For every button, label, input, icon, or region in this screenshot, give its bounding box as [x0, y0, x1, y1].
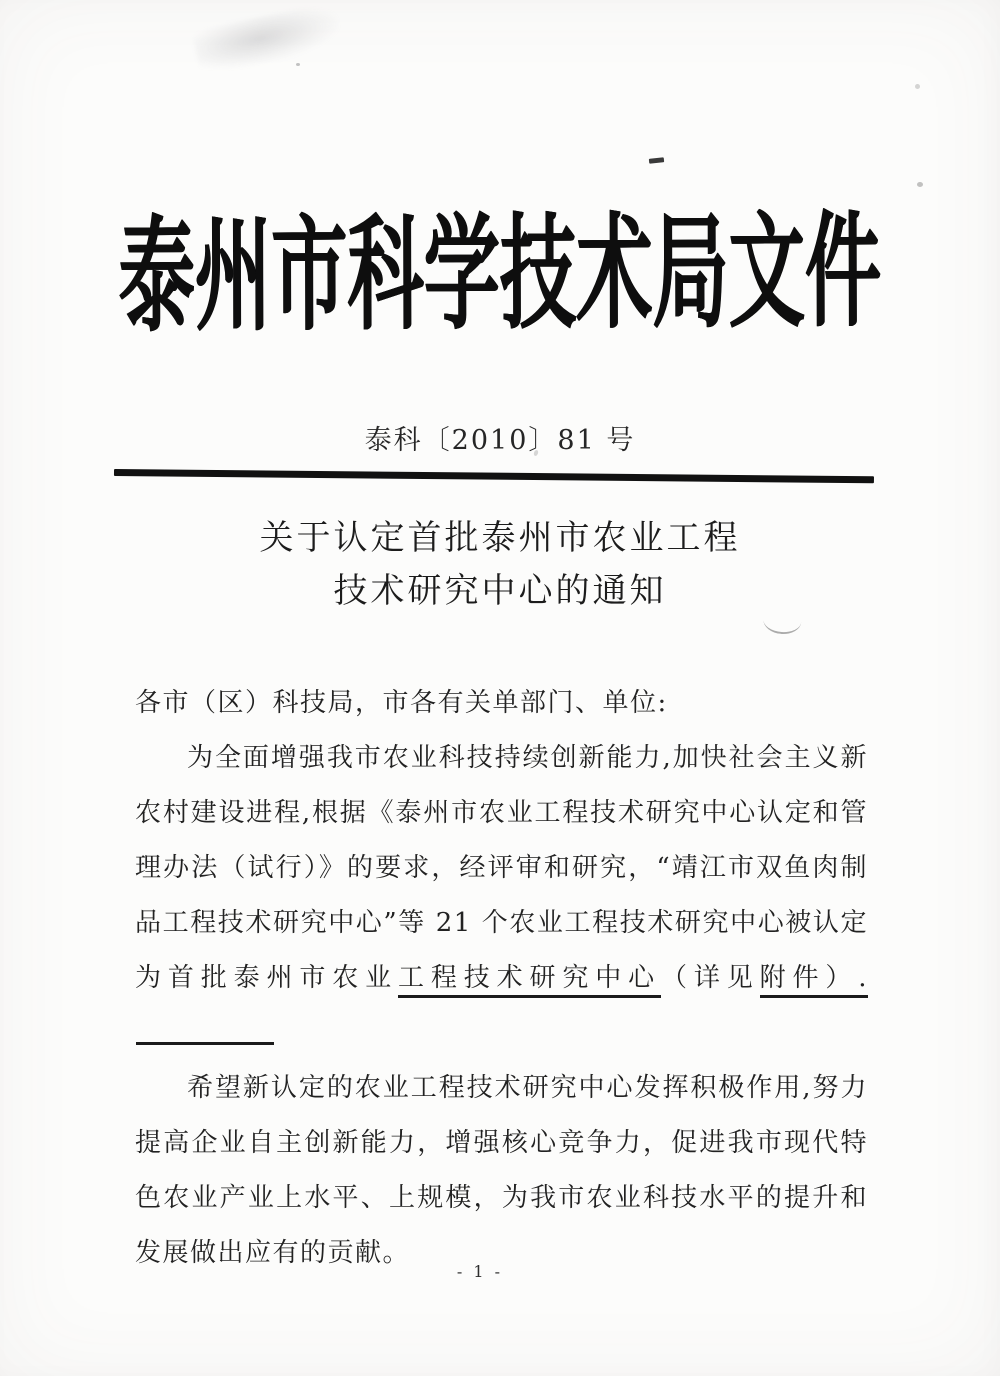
para1-text: 为全面增强我市农业科技持续创新能力,加快社会主义新农村建设进程,根据《泰州市农业工程技术研究中心认定和管理办法（试行）》的要求，经评审和研究，“靖江市双鱼肉制品工程技术研究中心”等 21 个农业工程技术研究中心被认定为首批泰州市农业 — [135, 743, 868, 993]
scan-speck — [917, 182, 923, 187]
handwritten-underline-extension — [136, 1042, 274, 1045]
header-divider-rule — [114, 469, 874, 483]
document-title-line2: 技术研究中心的通知 — [333, 571, 667, 611]
paragraph-2: 希望新认定的农业工程技术研究中心发挥积极作用,努力提高企业自主创新能力，增强核心竞争力，促进我市现代特色农业产业上水平、上规模，为我市农业科技水平的提升和发展做出应有的贡献。 — [135, 1073, 868, 1268]
scan-curve-mark — [762, 617, 801, 636]
scan-dash-mark — [649, 157, 664, 164]
scan-smudge — [192, 1, 343, 76]
scan-speck — [296, 63, 300, 66]
para1-underlined-attachment-ref: 附件）. — [760, 963, 868, 998]
scan-speck — [915, 84, 920, 89]
agency-masthead — [0, 196, 1000, 350]
para1-underlined-center-name: 工程技术研究中心 — [398, 963, 661, 998]
salutation: 各市（区）科技局，市各有关单部门、单位: — [135, 688, 668, 718]
para1-text: （详见 — [660, 963, 760, 993]
document-title — [0, 512, 1000, 618]
document-body — [135, 676, 868, 1281]
agency-header-title: 泰州市科学技术局文件 — [118, 196, 882, 350]
paragraph-1 — [135, 731, 868, 1061]
document-title-line1: 关于认定首批泰州市农业工程 — [259, 518, 741, 558]
page-number: - 1 - — [456, 1262, 504, 1281]
document-number: 泰科〔2010〕81 号 — [364, 425, 636, 456]
